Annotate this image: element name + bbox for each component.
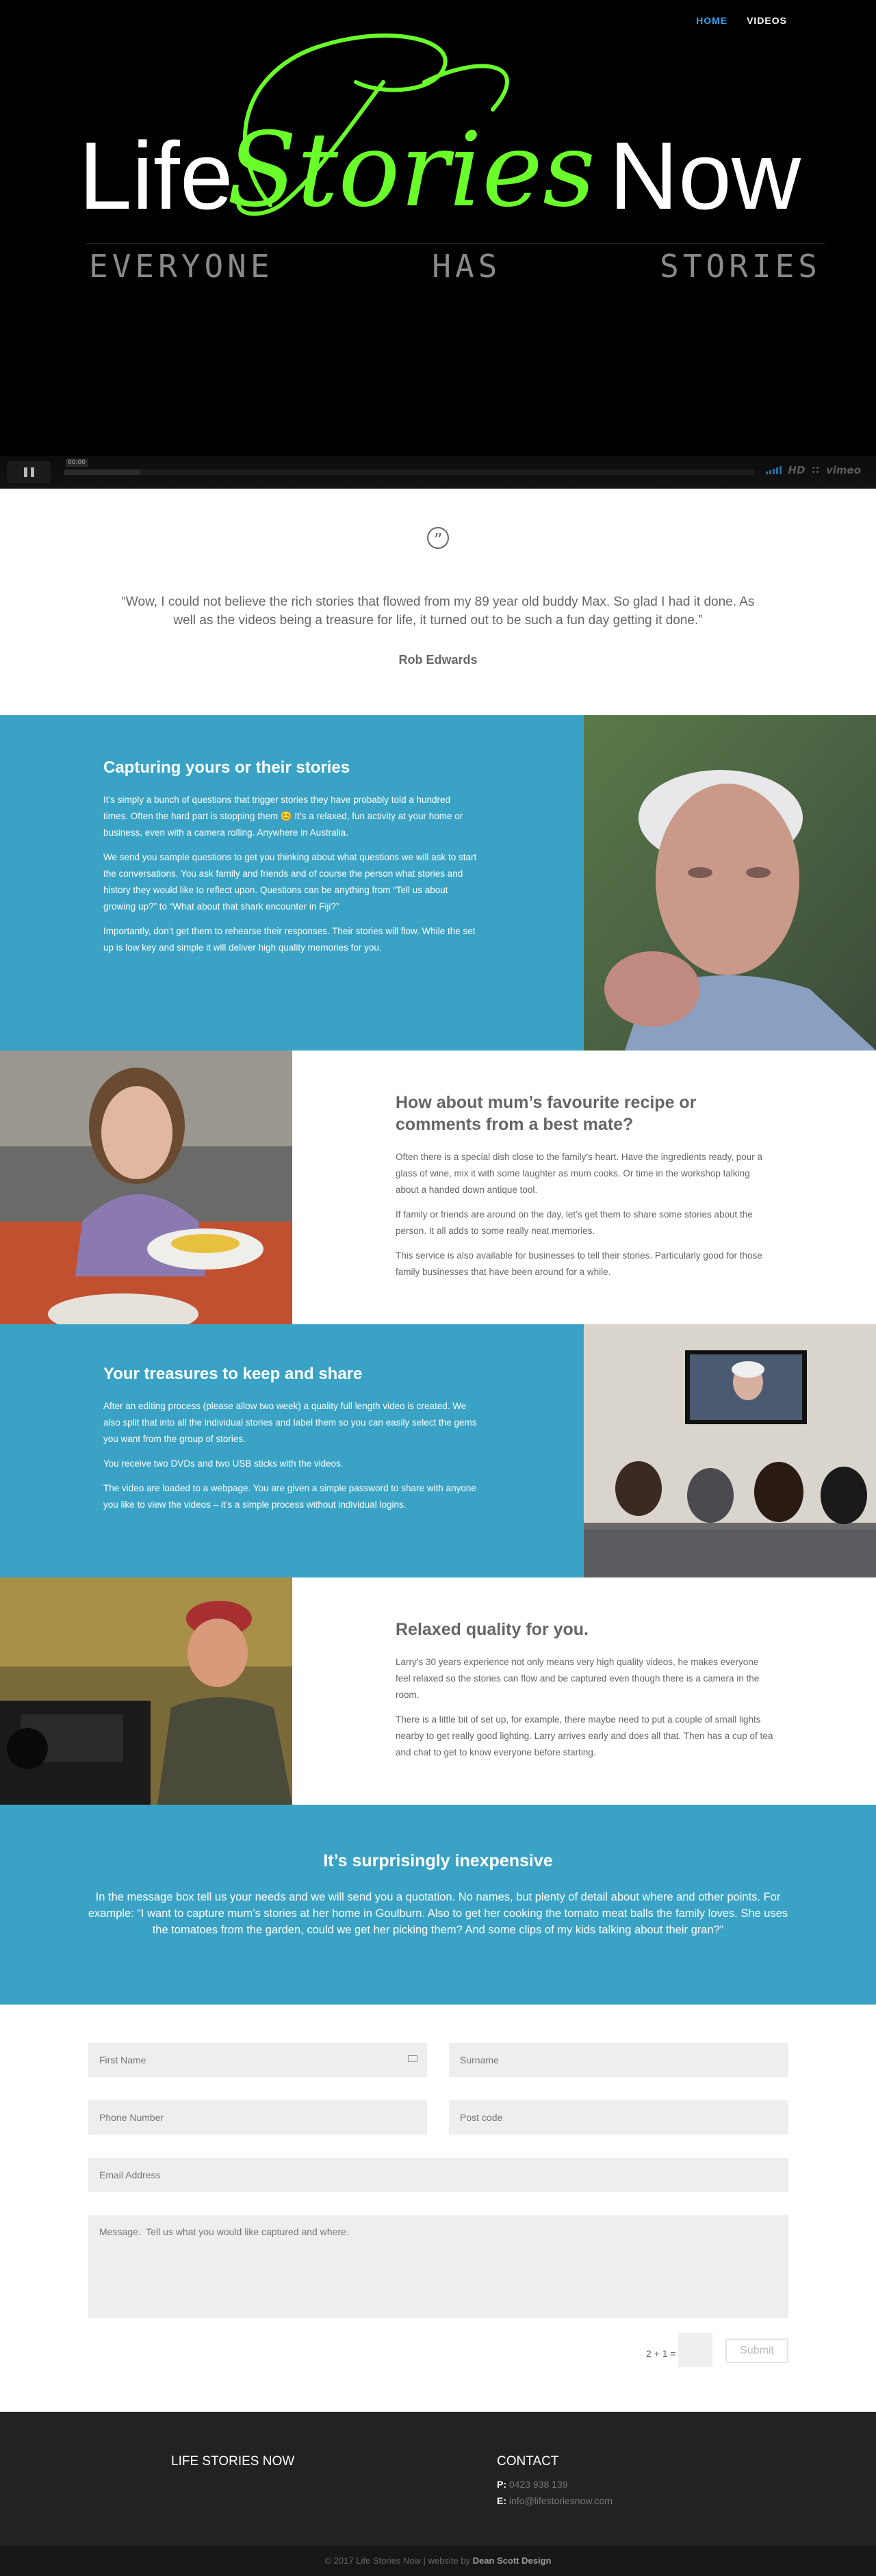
section-title: Capturing yours or their stories: [103, 758, 350, 777]
section-paragraph: Often there is a special dish close to the family’s heart. Have the ingredients ready, pour a glass of wine, mix it with some laughter as mum cooks. Or time in the workshop talking about a handed down antique tool.: [396, 1152, 763, 1195]
footer-brand: LIFE STORIES NOW: [171, 2454, 295, 2469]
section-title: Relaxed quality for you.: [396, 1620, 589, 1639]
player-right-controls: [766, 464, 861, 476]
email-input[interactable]: [88, 2158, 788, 2192]
cta-title: It’s surprisingly inexpensive: [323, 1851, 553, 1870]
logo-life-text: Life: [79, 122, 233, 229]
volume-icon[interactable]: [766, 466, 782, 474]
section-paragraph: This service is also available for businesses to tell their stories. Particularly good for those family businesses that have been around for a while.: [396, 1250, 762, 1277]
section-paragraph: There is a little bit of set up, for example, there maybe need to put a couple of small lights nearby to get really good lighting. Larry arrives early and does all that. Then has a cup of tea and chat to get to know everyone before starting.: [396, 1714, 773, 1757]
testimonial-quote: “Wow, I could not believe the rich stories that flowed from my 89 year old buddy Max. So glad I had it done. As well as the videos being a treasure for life, it turned out to be such a fun day getting it done.”: [121, 595, 755, 628]
photo-cameraman: [0, 1577, 292, 1805]
testimonial: [0, 489, 876, 715]
photo-elderly-man: [584, 715, 876, 1051]
cta-text: In the message box tell us your needs and we will send you a quotation. No names, but plenty of detail about where and other points. For example: “I want to capture mum’s stories at her home in Goulburn. Also to get her cooking the tomato meat balls the family loves. She uses the tomatoes from the garden, could we get her picking them? And some clips of my kids talking about their gran?”: [88, 1891, 788, 1936]
surname-input[interactable]: [449, 2043, 788, 2077]
section-text: [103, 1364, 480, 1521]
buffer-fill: [64, 469, 140, 475]
section-paragraph: Importantly, don’t get them to rehearse their responses. Their stories will flow. While the set up is low key and simple it will deliver high quality memories for you.: [103, 926, 476, 953]
section-treasures: [0, 1324, 876, 1577]
email-link[interactable]: info@lifestoriesnow.com: [508, 2495, 613, 2506]
section-paragraph: You receive two DVDs and two USB sticks with the videos.: [103, 1458, 344, 1469]
tagline: [89, 248, 821, 285]
submit-button[interactable]: Submit: [725, 2339, 788, 2363]
pricing-cta: [0, 1805, 876, 2005]
phone-label: P:: [497, 2479, 506, 2490]
pause-icon: [24, 467, 27, 477]
hd-button[interactable]: HD: [788, 464, 806, 476]
section-text: [396, 1619, 773, 1769]
contact-card-icon: [408, 2055, 417, 2062]
first-name-input[interactable]: [88, 2043, 427, 2077]
footer-phone: [497, 2479, 568, 2490]
logo-stories-script: Stories: [227, 111, 595, 230]
contact-form: [0, 2005, 876, 2412]
vimeo-logo[interactable]: vimeo: [825, 464, 861, 476]
section-title: How about mum’s favourite recipe or comments from a best mate?: [396, 1093, 697, 1134]
copyright-text: © 2017 Life Stories Now | website by: [324, 2555, 473, 2566]
footer-contact-title: CONTACT: [497, 2454, 559, 2469]
section-paragraph: If family or friends are around on the day, let’s get them to share some stories about the person. It all adds to some really neat memories.: [396, 1209, 753, 1236]
message-textarea[interactable]: [88, 2215, 788, 2318]
section-title: Your treasures to keep and share: [103, 1365, 363, 1383]
phone-input[interactable]: [88, 2100, 427, 2135]
postcode-input[interactable]: [449, 2100, 788, 2135]
photo-woman-with-dish: [0, 1051, 292, 1324]
fullscreen-icon[interactable]: ∷: [812, 464, 819, 476]
hero-video[interactable]: [0, 0, 876, 489]
quote-icon: ”: [427, 527, 449, 549]
captcha-question: 2 + 1 =: [646, 2348, 676, 2359]
tagline-word-1: EVERYONE: [89, 248, 274, 285]
designer-link[interactable]: Dean Scott Design: [472, 2555, 552, 2566]
nav-home-link[interactable]: HOME: [696, 15, 728, 26]
testimonial-author: Rob Edwards: [398, 653, 478, 667]
footer-email: [497, 2495, 613, 2506]
section-recipe: [0, 1051, 876, 1324]
section-paragraph: After an editing process (please allow two week) a quality full length video is created. We also split that into all the individual stories and label them so you can easily select the gems you want from the group of stories.: [103, 1401, 477, 1444]
captcha-input[interactable]: [678, 2333, 712, 2367]
section-paragraph: Larry’s 30 years experience not only means very high quality videos, he makes everyone feel relaxed so the stories can flow and be captured even though there is a camera in the room.: [396, 1657, 760, 1700]
section-text: [396, 1092, 773, 1289]
tagline-word-2: HAS: [432, 248, 502, 285]
pause-button[interactable]: [7, 461, 51, 483]
section-capturing-stories: [0, 715, 876, 1051]
video-controls: [0, 456, 876, 489]
site-logo: [0, 0, 876, 274]
timecode: 00:00: [66, 459, 88, 467]
site-footer: [0, 2412, 876, 2576]
section-paragraph: The video are loaded to a webpage. You are given a simple password to share with anyone you like to view the videos – it’s a simple process without individual logins.: [103, 1483, 476, 1510]
section-relaxed-quality: [0, 1577, 876, 1805]
nav-videos-link[interactable]: VIDEOS: [747, 15, 787, 26]
section-paragraph: We send you sample questions to get you thinking about what questions we will ask to start the conversations. You ask family and friends and of course the person what stories and history they would like to reflect upon. Questions can be anything from “Tell us about growing up?” to “What about that shark encounter in Fiji?”: [103, 852, 477, 912]
footer-copyright: [0, 2546, 876, 2576]
section-paragraph: It’s simply a bunch of questions that trigger stories they have probably told a hundred times. Often the hard part is stopping them 😊 It’s a relaxed, fun activity at your home or business, even with a camera rolling. Anywhere in Australia.: [103, 795, 463, 838]
photo-family-watching-tv: [584, 1324, 876, 1577]
tagline-divider: [86, 243, 825, 244]
progress-bar[interactable]: [64, 469, 754, 475]
section-text: [103, 758, 477, 964]
phone-number[interactable]: 0423 938 139: [508, 2479, 568, 2490]
logo-now-text: Now: [609, 122, 801, 229]
email-label: E:: [497, 2495, 506, 2506]
tagline-word-3: STORIES: [660, 248, 821, 285]
